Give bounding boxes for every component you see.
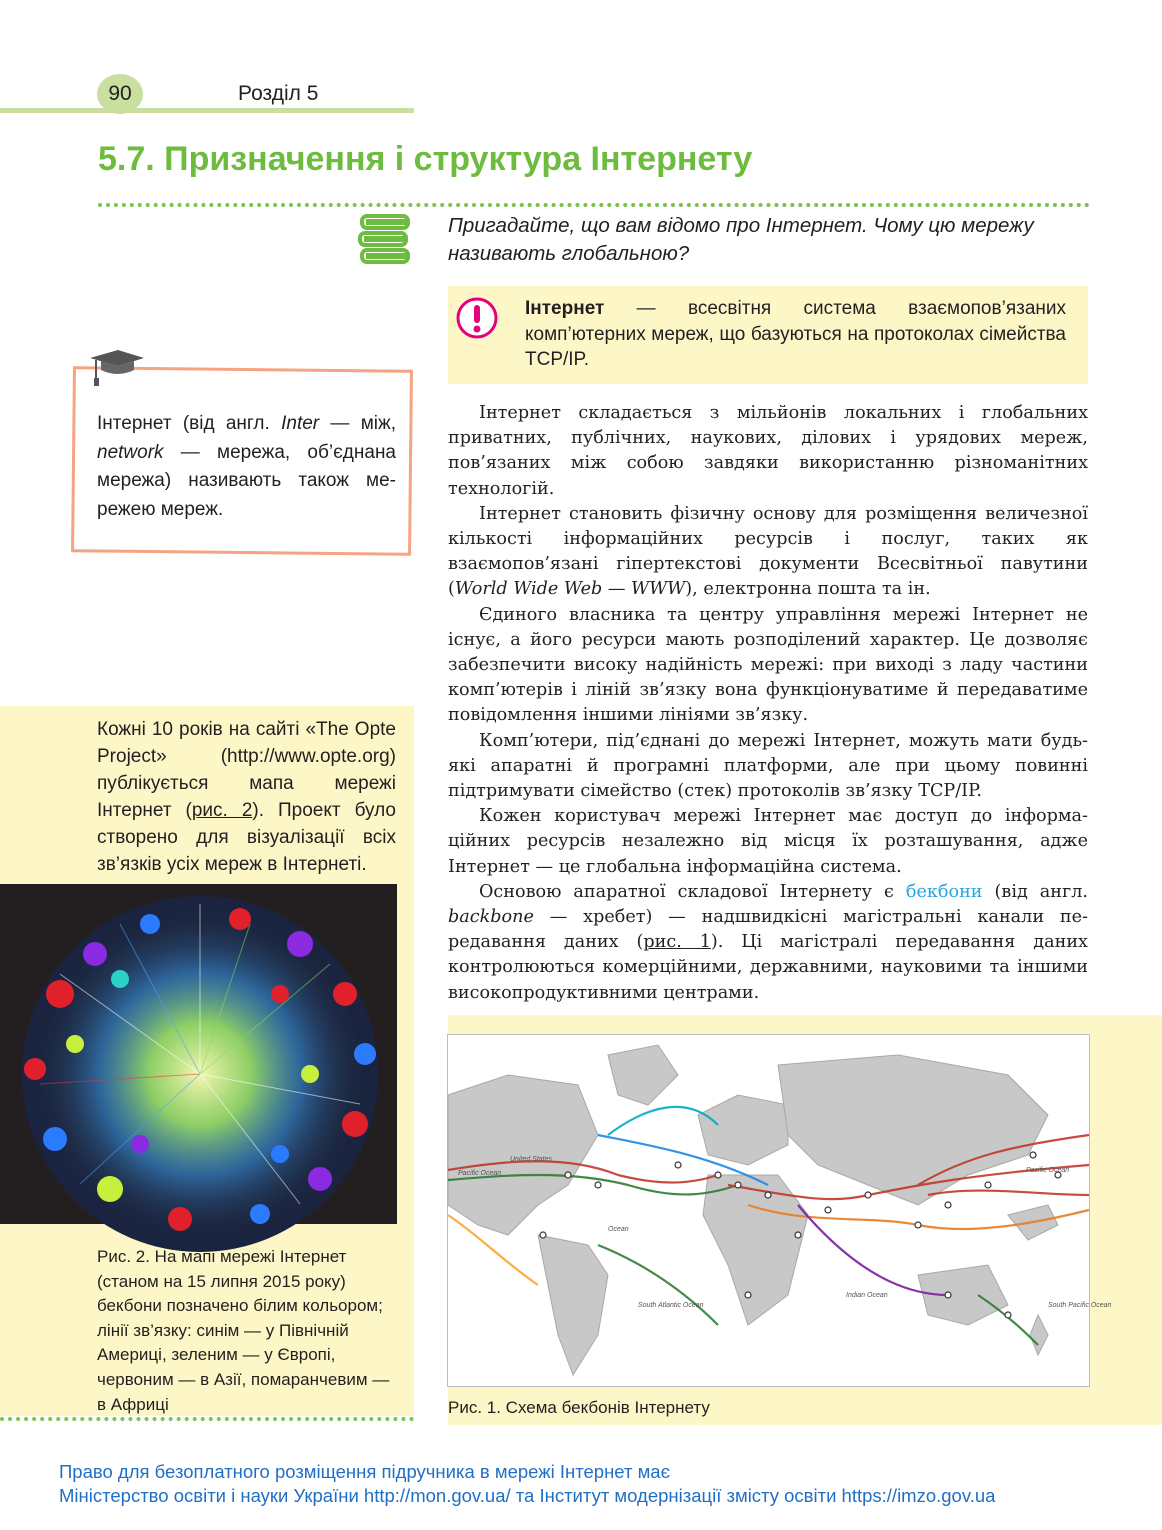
exclamation-icon	[455, 296, 499, 340]
paragraph	[448, 880, 1088, 1006]
opte-project-note	[97, 716, 396, 878]
footer-line: Міністерство освіти і науки України http://mon.gov.ua/ та Інститут модернізації змісту освіти https://imzo.gov.ua	[59, 1484, 996, 1506]
text-run: ). Проект було створено для візуалізації всіх зв’язків усіх мереж в Інтернеті.	[97, 800, 396, 875]
paragraph: Кожен користувач мережі Інтернет має доступ до інформаційних ресурсів незалежно від місця їх розташування, адже Інтернет — це глобальна інформаційна система.	[448, 806, 1088, 877]
graduation-cap-icon	[88, 348, 146, 388]
text-run: Інтернет становить фізичну основу для розміщення величезної кількості інформаційних ресурсів і послуг, таких як взаємопов’язані гіпертекстові документи Всесвітньої павутини (	[448, 503, 1088, 600]
map-label: South Pacific Ocean	[1048, 1302, 1112, 1309]
note-text	[97, 410, 396, 524]
www-term: World Wide Web — WWW	[454, 579, 686, 600]
text-run: Кожні 10 років на сайті «The Opte Project» (http://www.opte.org) публікується мапа мережі Інтернет (	[97, 719, 396, 821]
footer-notice	[59, 1460, 995, 1507]
figure-1-reference[interactable]: рис. 1	[643, 932, 711, 953]
map-label: Pacific Ocean	[458, 1170, 502, 1177]
paragraph: Комп’ютери, під’єднані до мережі Інтернет, можуть мати будь-які апаратні й програмні платформи, але при цьому повинні підтримувати сімейство (стек) протоколів зв’язку TCP/IP.	[448, 730, 1088, 802]
text-run: — хребет) — надшвидкісні магістральні канали передавання даних (	[448, 907, 1088, 953]
opte-map-graphic	[0, 884, 397, 1224]
books-icon	[358, 212, 412, 268]
opte-map-image	[0, 884, 397, 1224]
paragraph: Єдиного власника та центру управління мережі Інтернет не існує, а його ресурси мають розподілений характер. Це дозволяє забезпечити високу надійність мережі: при виході з ладу частини комп’ютерів і ліній зв’язку вона функціонуватиме й передаватиме повідомлення іншими лініями зв’язку.	[448, 604, 1088, 726]
note-part: — мережа, об’єднана мережа) називають також мережею мереж.	[97, 441, 396, 520]
map-label: South Atlantic Ocean	[638, 1302, 704, 1309]
backbone-glossary-link[interactable]: бекбони	[905, 881, 983, 902]
main-text	[448, 401, 1088, 1006]
recall-question: Пригадайте, що вам відомо про Інтернет. Чому цю мережу називають глобальною?	[448, 214, 1034, 265]
header-rule	[0, 108, 414, 113]
dotted-divider	[0, 1417, 414, 1421]
figure-2-reference[interactable]: рис. 2	[191, 800, 253, 821]
map-label: United States	[510, 1156, 553, 1163]
map-label: Indian Ocean	[846, 1292, 888, 1299]
text-run: (від англ.	[982, 881, 1089, 902]
note-part: Інтернет (від англ.	[97, 413, 282, 434]
figure-1-caption: Рис. 1. Схема бекбонів Інтернету	[448, 1398, 710, 1417]
page-number: 90	[97, 74, 143, 114]
paragraph: Інтернет складається з мільйонів локальних і глобальних приватних, публічних, наукових, ділових і урядових мереж, пов’язаних між собою завдяки використанню різноманітних технологій.	[448, 403, 1088, 499]
figure-2-caption: Рис. 2. На мапі мережі Інтернет (станом на 15 липня 2015 року) бекбони позначено білим кольором; лінії зв’язку: синім — у Північній Америці, зеленим — у Європі, червоним — в Азії, помаранчевим — в Африці	[97, 1247, 390, 1414]
dotted-divider	[98, 203, 1090, 207]
section-label: Розділ 5	[238, 82, 319, 105]
text-run: ). Ці магістралі передавання даних контролюються комерційними, державними, науковими та іншими високопродуктивними центрами.	[448, 932, 1088, 1003]
backbone-map-image	[447, 1034, 1112, 1387]
note-part: — між,	[319, 413, 396, 434]
backbone-term: backbone	[448, 907, 534, 928]
paragraph	[448, 502, 1088, 603]
map-label: Pacific Ocean	[1026, 1167, 1070, 1174]
map-label: Ocean	[608, 1226, 629, 1233]
footer-line: Право для безоплатного розміщення підручника в мережі Інтернет має	[59, 1461, 671, 1482]
page-title: 5.7. Призначення і структура Інтернету	[98, 140, 753, 178]
text-run: Основою апаратної складової Інтернету є	[479, 881, 906, 902]
note-term-network: network	[97, 441, 164, 463]
definition-term: Інтернет	[525, 298, 605, 319]
note-term-inter: Inter	[281, 413, 320, 434]
definition-text	[525, 296, 1066, 373]
text-run: ), електронна пошта та ін.	[685, 579, 931, 600]
backbone-map-graphic	[448, 1035, 1112, 1386]
definition-body: — всесвітня система взаємопов’язаних комп’ютерних мереж, що базуються на протоколах сімейства TCP/IP.	[525, 298, 1066, 370]
